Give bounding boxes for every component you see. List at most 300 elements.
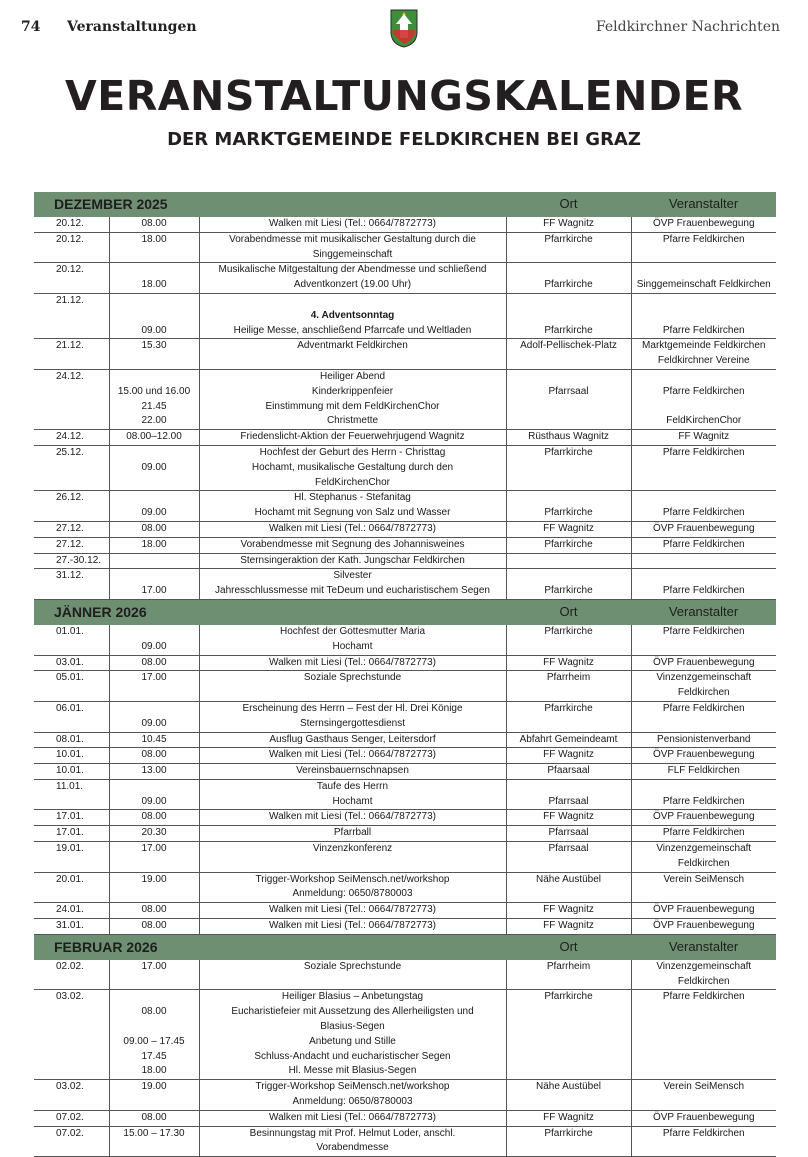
event-organizer: Pfarre Feldkirchen <box>662 538 745 550</box>
event-location: Pfaarsaal <box>547 765 590 777</box>
event-date: 31.12. <box>56 570 84 582</box>
event-time-cell <box>109 232 199 263</box>
event-location-cell <box>506 369 631 429</box>
event-time-cell <box>109 671 199 702</box>
event-row <box>34 655 776 671</box>
event-title: Trigger-Workshop SeiMensch.net/workshop <box>255 873 450 885</box>
event-location-cell <box>506 826 631 842</box>
event-time: 09.00 <box>141 640 167 652</box>
event-title: Soziale Sprechstunde <box>303 672 402 684</box>
event-date: 20.12. <box>56 233 84 245</box>
event-time-cell <box>109 217 199 232</box>
event-date: 19.01. <box>56 843 84 855</box>
event-time: 21.45 <box>141 400 167 412</box>
event-location: Pfarrsaal <box>548 843 589 855</box>
event-organizer: ÖVP Frauenbewegung <box>652 656 755 668</box>
event-time-cell <box>109 1110 199 1126</box>
event-location <box>507 309 631 324</box>
event-location-cell <box>506 217 631 232</box>
event-title: Heilige Messe, anschließend Pfarrcafe und Weltladen <box>233 324 472 336</box>
event-location: FF Wagnitz <box>543 749 594 761</box>
event-date: 27.12. <box>56 522 84 534</box>
event-time: 13.00 <box>141 765 167 777</box>
event-organizer <box>632 400 777 415</box>
event-time-cell <box>109 1126 199 1157</box>
event-organizer-cell <box>631 701 776 732</box>
event-title-cell <box>199 369 506 429</box>
event-title-cell <box>199 655 506 671</box>
event-location-cell <box>506 569 631 600</box>
event-time <box>110 990 199 1005</box>
event-time-cell <box>109 625 199 655</box>
event-time <box>110 446 199 461</box>
event-title-cell <box>199 990 506 1080</box>
event-title: Singgemeinschaft <box>312 248 393 260</box>
event-title: Soziale Sprechstunde <box>303 960 402 972</box>
event-organizer: Feldkirchen <box>677 687 730 699</box>
event-time: 08.00 <box>141 522 167 534</box>
event-title: Blasius-Segen <box>320 1021 385 1033</box>
event-date: 07.02. <box>56 1127 84 1139</box>
event-title-cell <box>199 263 506 294</box>
event-organizer: Pfarre Feldkirchen <box>662 827 745 839</box>
event-title-cell <box>199 553 506 569</box>
event-date: 27.12. <box>56 538 84 550</box>
event-row <box>34 764 776 780</box>
event-organizer: Pfarre Feldkirchen <box>662 585 745 597</box>
event-title: Walken mit Liesi (Tel.: 0664/7872773) <box>269 1111 436 1123</box>
event-organizer-cell <box>631 263 776 294</box>
event-organizer: ÖVP Frauenbewegung <box>652 1111 755 1123</box>
event-date-cell <box>34 990 109 1080</box>
event-organizer: ÖVP Frauenbewegung <box>652 811 755 823</box>
event-row <box>34 842 776 873</box>
event-organizer: Vinzenzgemeinschaft <box>656 960 752 972</box>
event-time: 08.00 <box>141 1111 167 1123</box>
event-location: Pfarrkirche <box>544 702 593 714</box>
event-calendar <box>34 192 776 1157</box>
event-row <box>34 919 776 935</box>
event-title-cell <box>199 842 506 873</box>
event-time: 09.00 – 17.45 <box>123 1035 185 1047</box>
event-location-cell <box>506 903 631 919</box>
event-time: 08.00 <box>141 920 167 932</box>
column-header-veranstalter: Veranstalter <box>631 192 776 217</box>
event-location-cell <box>506 445 631 490</box>
event-row <box>34 339 776 370</box>
event-title: Sternsingergottesdienst <box>299 717 406 729</box>
event-time: 08.00–12.00 <box>126 431 182 443</box>
event-location: Pfarrkirche <box>544 446 593 458</box>
event-time <box>110 569 199 584</box>
page-title: VERANSTALTUNGSKALENDER <box>64 72 744 120</box>
event-title-cell <box>199 826 506 842</box>
event-date: 20.12. <box>56 218 84 229</box>
event-date-cell <box>34 732 109 748</box>
event-title: Hochamt, musikalische Gestaltung durch den <box>251 461 454 473</box>
event-row <box>34 293 776 338</box>
event-date-cell <box>34 842 109 873</box>
event-time-cell <box>109 810 199 826</box>
event-organizer-cell <box>631 671 776 702</box>
event-title: Anbetung und Stille <box>309 1035 396 1047</box>
event-organizer-cell <box>631 1126 776 1157</box>
event-organizer-cell <box>631 1080 776 1111</box>
event-title-cell <box>199 748 506 764</box>
event-time-cell <box>109 569 199 600</box>
event-location: Pfarrkirche <box>544 585 593 597</box>
event-organizer: Marktgemeinde Feldkirchen <box>642 340 766 352</box>
event-date-cell <box>34 339 109 370</box>
event-organizer-cell <box>631 491 776 522</box>
event-date-cell <box>34 1126 109 1157</box>
event-row <box>34 263 776 294</box>
event-time-cell <box>109 430 199 446</box>
event-organizer: ÖVP Frauenbewegung <box>652 522 755 534</box>
event-row <box>34 1110 776 1126</box>
event-location-cell <box>506 625 631 655</box>
event-title-cell <box>199 872 506 903</box>
event-location-cell <box>506 430 631 446</box>
event-date: 08.01. <box>56 733 84 745</box>
event-organizer: Feldkirchner Vereine <box>657 355 750 367</box>
event-title: Adventmarkt Feldkirchen <box>297 340 408 352</box>
event-title: Walken mit Liesi (Tel.: 0664/7872773) <box>269 920 436 932</box>
column-header-ort: Ort <box>506 192 631 217</box>
event-title-cell <box>199 293 506 338</box>
event-location-cell <box>506 537 631 553</box>
event-location-cell <box>506 990 631 1080</box>
month-header-row <box>34 934 776 960</box>
event-row <box>34 430 776 446</box>
event-date-cell <box>34 826 109 842</box>
event-time: 17.00 <box>141 843 167 855</box>
event-title-cell <box>199 445 506 490</box>
event-location: Pfarrkirche <box>544 233 593 245</box>
event-location-cell <box>506 779 631 810</box>
event-location: FF Wagnitz <box>543 1111 594 1123</box>
event-row <box>34 445 776 490</box>
event-title: Walken mit Liesi (Tel.: 0664/7872773) <box>269 522 436 534</box>
event-time: 09.00 <box>141 795 167 807</box>
event-title: Hl. Messe mit Blasius-Segen <box>288 1065 417 1077</box>
event-row <box>34 903 776 919</box>
event-organizer: Feldkirchen <box>677 975 730 987</box>
event-location: FF Wagnitz <box>543 218 594 229</box>
event-row <box>34 553 776 569</box>
event-title-cell <box>199 537 506 553</box>
event-time: 08.00 <box>141 656 167 668</box>
event-date: 10.01. <box>56 765 84 777</box>
event-time <box>110 554 199 569</box>
event-time: 08.00 <box>141 904 167 916</box>
event-location-cell <box>506 1126 631 1157</box>
event-organizer: FLF Feldkirchen <box>667 765 740 777</box>
event-location-cell <box>506 732 631 748</box>
event-title: Silvester <box>333 570 372 582</box>
event-row <box>34 671 776 702</box>
event-time: 18.00 <box>141 1065 167 1077</box>
event-time: 15.30 <box>141 340 167 352</box>
event-time: 17.45 <box>141 1050 167 1062</box>
event-title-cell <box>199 1126 506 1157</box>
column-header-ort: Ort <box>506 599 631 625</box>
event-time-cell <box>109 826 199 842</box>
event-date-cell <box>34 521 109 537</box>
event-organizer-cell <box>631 232 776 263</box>
event-location-cell <box>506 1110 631 1126</box>
event-row <box>34 625 776 655</box>
event-title-cell <box>199 339 506 370</box>
event-time-cell <box>109 764 199 780</box>
event-time <box>110 780 199 795</box>
event-time <box>110 370 199 385</box>
event-title: Vorabendmesse mit musikalischer Gestaltung durch die <box>229 233 476 245</box>
event-time-cell <box>109 919 199 935</box>
event-time-cell <box>109 903 199 919</box>
event-title: Anmeldung: 0650/8780003 <box>292 888 413 900</box>
event-title-cell <box>199 491 506 522</box>
month-header-row <box>34 599 776 625</box>
event-location <box>507 370 631 385</box>
event-organizer-cell <box>631 748 776 764</box>
publication-name: Feldkirchner Nachrichten <box>595 19 780 35</box>
event-date-cell <box>34 491 109 522</box>
event-date: 20.01. <box>56 873 84 885</box>
event-time: 09.00 <box>141 717 167 729</box>
event-row <box>34 748 776 764</box>
event-location-cell <box>506 263 631 294</box>
event-date: 31.01. <box>56 920 84 932</box>
event-time-cell <box>109 293 199 338</box>
event-row <box>34 826 776 842</box>
event-title: Schluss-Andacht und eucharistischer Segen <box>254 1050 451 1062</box>
event-location-cell <box>506 521 631 537</box>
event-title: Eucharistiefeier mit Aussetzung des Allerheiligsten und <box>231 1006 474 1018</box>
event-title: Friedenslicht-Aktion der Feuerwehrjugend Wagnitz <box>240 431 465 443</box>
event-title: Sternsingeraktion der Kath. Jungschar Feldkirchen <box>240 554 465 566</box>
event-time-cell <box>109 491 199 522</box>
event-organizer-cell <box>631 872 776 903</box>
event-title: FeldKirchenChor <box>314 476 391 488</box>
event-time: 22.00 <box>141 415 167 427</box>
event-date: 07.02. <box>56 1111 84 1123</box>
event-organizer-cell <box>631 537 776 553</box>
event-title <box>200 294 506 309</box>
event-time <box>110 294 199 309</box>
event-title-cell <box>199 671 506 702</box>
event-title-cell <box>199 625 506 655</box>
event-title: Einstimmung mit dem FeldKirchenChor <box>265 400 440 412</box>
event-location: Rüsthaus Wagnitz <box>528 431 609 443</box>
event-date-cell <box>34 537 109 553</box>
event-organizer: ÖVP Frauenbewegung <box>652 218 755 229</box>
event-time-cell <box>109 445 199 490</box>
event-location-cell <box>506 293 631 338</box>
event-time-cell <box>109 732 199 748</box>
event-location: Pfarrsaal <box>548 385 589 397</box>
page-number: 74 <box>21 19 41 35</box>
event-location: Pfarrsaal <box>548 795 589 807</box>
event-time-cell <box>109 553 199 569</box>
event-title: Besinnungstag mit Prof. Helmut Loder, anschl. <box>249 1127 456 1139</box>
event-time: 09.00 <box>141 461 167 473</box>
event-location <box>507 780 631 795</box>
event-time-cell <box>109 655 199 671</box>
event-date-cell <box>34 779 109 810</box>
event-organizer-cell <box>631 445 776 490</box>
event-location <box>507 294 631 309</box>
event-time: 08.00 <box>141 749 167 761</box>
event-location: Pfarrkirche <box>544 538 593 550</box>
event-location-cell <box>506 748 631 764</box>
event-title: Musikalische Mitgestaltung der Abendmesse und schließend <box>218 264 487 276</box>
event-row <box>34 779 776 810</box>
event-row <box>34 232 776 263</box>
event-date-cell <box>34 553 109 569</box>
event-organizer-cell <box>631 764 776 780</box>
event-date: 03.02. <box>56 991 84 1003</box>
event-row <box>34 872 776 903</box>
event-date-cell <box>34 625 109 655</box>
event-time-cell <box>109 990 199 1080</box>
event-location: Pfarrkirche <box>544 625 593 637</box>
event-organizer <box>632 309 777 324</box>
event-organizer-cell <box>631 217 776 232</box>
event-title: Hochfest der Geburt des Herrn - Christtag <box>259 446 446 458</box>
event-organizer-cell <box>631 625 776 655</box>
event-row <box>34 521 776 537</box>
event-organizer-cell <box>631 339 776 370</box>
event-time-cell <box>109 842 199 873</box>
event-location-cell <box>506 655 631 671</box>
event-time-cell <box>109 960 199 990</box>
event-organizer: ÖVP Frauenbewegung <box>652 904 755 916</box>
event-title-cell <box>199 521 506 537</box>
event-location <box>507 263 631 278</box>
event-location: FF Wagnitz <box>543 904 594 916</box>
event-title-cell <box>199 217 506 232</box>
event-date: 25.12. <box>56 446 84 458</box>
event-location-cell <box>506 960 631 990</box>
event-location-cell <box>506 339 631 370</box>
event-time-cell <box>109 369 199 429</box>
event-location-cell <box>506 842 631 873</box>
event-organizer: Pfarre Feldkirchen <box>662 1127 745 1139</box>
event-row <box>34 1080 776 1111</box>
event-title: Walken mit Liesi (Tel.: 0664/7872773) <box>269 656 436 668</box>
event-time-cell <box>109 521 199 537</box>
event-organizer-cell <box>631 842 776 873</box>
event-title: Walken mit Liesi (Tel.: 0664/7872773) <box>269 749 436 761</box>
event-organizer-cell <box>631 810 776 826</box>
event-title-cell <box>199 810 506 826</box>
event-organizer: Pfarre Feldkirchen <box>662 385 745 397</box>
event-title: Hl. Stephanus - Stefanitag <box>294 492 411 504</box>
event-date-cell <box>34 655 109 671</box>
event-date-cell <box>34 671 109 702</box>
event-row <box>34 369 776 429</box>
event-organizer <box>632 370 777 385</box>
event-location-cell <box>506 232 631 263</box>
event-organizer-cell <box>631 990 776 1080</box>
event-title: Ausflug Gasthaus Senger, Leitersdorf <box>269 733 436 745</box>
event-date-cell <box>34 232 109 263</box>
page-subtitle: DER MARKTGEMEINDE FELDKIRCHEN BEI GRAZ <box>167 129 641 150</box>
event-location: Pfarrheim <box>546 960 591 972</box>
event-location: Abfahrt Gemeindeamt <box>519 733 618 745</box>
month-header-row <box>34 192 776 217</box>
event-organizer-cell <box>631 919 776 935</box>
event-title: Taufe des Herrn <box>316 780 389 792</box>
event-date: 03.02. <box>56 1081 84 1093</box>
event-title: Anmeldung: 0650/8780003 <box>292 1096 413 1108</box>
event-date: 02.02. <box>56 960 84 972</box>
event-date: 24.01. <box>56 904 84 916</box>
event-location: Pfarrkirche <box>544 507 593 519</box>
event-date-cell <box>34 445 109 490</box>
event-title: Heiliger Blasius – Anbetungstag <box>281 991 424 1003</box>
event-time: 18.00 <box>141 538 167 550</box>
event-organizer-cell <box>631 1110 776 1126</box>
event-time: 15.00 und 16.00 <box>117 385 191 397</box>
section-name: Veranstaltungen <box>67 19 197 35</box>
event-organizer-cell <box>631 521 776 537</box>
event-organizer: Vinzenzgemeinschaft <box>656 843 752 855</box>
event-organizer-cell <box>631 826 776 842</box>
event-time-cell <box>109 701 199 732</box>
event-time-cell <box>109 339 199 370</box>
event-title: Heiliger Abend <box>319 370 386 382</box>
event-row <box>34 990 776 1080</box>
event-time-cell <box>109 779 199 810</box>
event-title-cell <box>199 232 506 263</box>
event-row <box>34 810 776 826</box>
event-organizer: ÖVP Frauenbewegung <box>652 920 755 932</box>
event-title-cell <box>199 1080 506 1111</box>
event-date-cell <box>34 919 109 935</box>
coat-of-arms-icon <box>389 8 419 48</box>
event-date-cell <box>34 960 109 990</box>
event-location: FF Wagnitz <box>543 811 594 823</box>
event-organizer-cell <box>631 655 776 671</box>
event-time-cell <box>109 1080 199 1111</box>
event-title: Walken mit Liesi (Tel.: 0664/7872773) <box>269 811 436 823</box>
event-date-cell <box>34 748 109 764</box>
event-title: Christmette <box>326 415 379 427</box>
column-header-veranstalter: Veranstalter <box>631 934 776 960</box>
event-time: 15.00 – 17.30 <box>123 1127 185 1139</box>
event-organizer: Pfarre Feldkirchen <box>662 991 745 1003</box>
event-organizer: Pensionistenverband <box>657 733 751 745</box>
event-location-cell <box>506 491 631 522</box>
event-organizer: Pfarre Feldkirchen <box>662 233 745 245</box>
event-date-cell <box>34 1110 109 1126</box>
event-title-cell <box>199 779 506 810</box>
event-title: 4. Adventsonntag <box>310 309 395 321</box>
event-title: Vorabendmesse <box>316 1142 389 1154</box>
event-location <box>507 569 631 584</box>
event-title: Jahresschlussmesse mit TeDeum und eucharistischem Segen <box>215 585 490 597</box>
event-organizer-cell <box>631 732 776 748</box>
event-location-cell <box>506 701 631 732</box>
event-organizer-cell <box>631 903 776 919</box>
event-time: 09.00 <box>141 507 167 519</box>
calendar-table <box>34 192 776 1157</box>
event-organizer <box>632 263 777 278</box>
event-location: Pfarrsaal <box>548 827 589 839</box>
event-title: Trigger-Workshop SeiMensch.net/workshop <box>255 1081 450 1093</box>
